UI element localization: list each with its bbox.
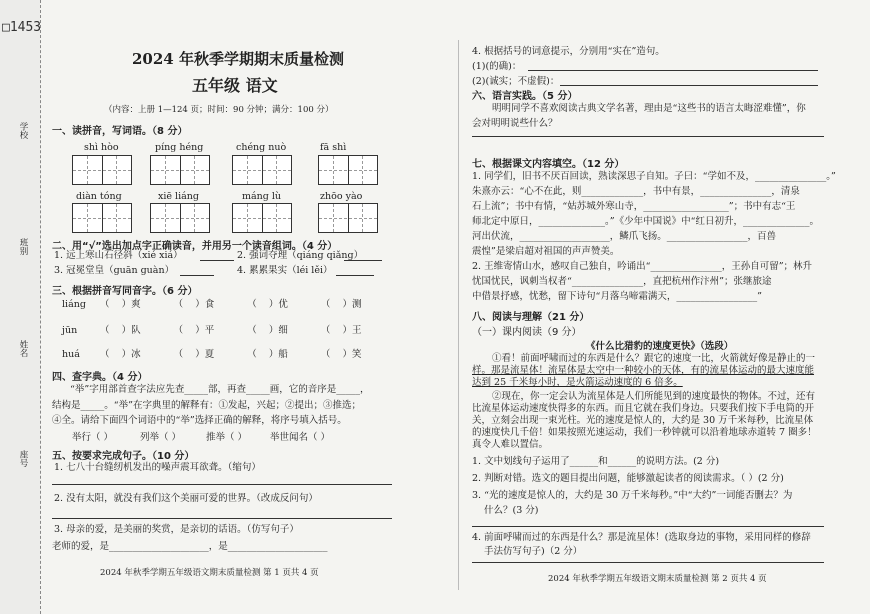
side-label-class: 班别: [18, 238, 28, 255]
sentence-task: 2. 没有太阳，就没有我们这个美丽可爱的世界。（改成反问句）: [54, 493, 318, 504]
homophone-row: （ ）冰 （ ）夏 （ ）船 （ ）笑: [100, 349, 362, 360]
reading-question: 2. 判断对错。选文的题目提出问题，能够激起读者的阅读需求。（ ）(2 分): [472, 473, 784, 484]
char-writing-box[interactable]: [232, 155, 292, 185]
page-divider: [458, 40, 459, 590]
exam-title: 2024 年秋季学期期末质量检测: [132, 50, 344, 68]
homophone-row: （ ）爽 （ ）食 （ ）优 （ ）测: [100, 299, 362, 310]
passage-line: 样。那是流星体！流星体是太空中一种较小的天体，有的流星体运动的最大速度能: [472, 365, 815, 376]
fill-in-text: 朱熹亦云：“心不在此，则_____________，书中有景，_______________，清泉: [472, 186, 800, 197]
pinyin: xiē liáng: [158, 191, 199, 202]
section-3-heading: 三、根据拼音写同音字。（6 分）: [52, 286, 198, 297]
dictionary-text: ④全。请给下面四个词语中的“举”选择正确的解释，将序号填入括号。: [52, 415, 347, 426]
passage-line: 达到 25 千米每小时，是火箭运动速度的 6 倍多。: [472, 377, 683, 388]
answer-line[interactable]: [52, 518, 392, 519]
char-writing-box[interactable]: [72, 155, 132, 185]
char-writing-box[interactable]: [72, 203, 132, 233]
answer-line[interactable]: [472, 526, 824, 527]
section-6-heading: 六、语言实践。（5 分）: [472, 91, 578, 102]
fill-in-text: 2. 王维寄情山水，感叹自己独自，吟诵出“_______________，王孙自可留”；林升: [472, 261, 813, 272]
sentence-task: (2)(诚实；不虚假)：: [472, 76, 560, 87]
homophone-pinyin: jūn: [62, 325, 78, 336]
answer-blank[interactable]: [200, 260, 234, 261]
char-writing-box[interactable]: [232, 203, 292, 233]
dictionary-word: 举世闻名（ ）: [270, 432, 331, 443]
passage-line: 的速度快几千倍！如果按照光速运动，我们一秒钟就可以沿着地球赤道转 7 圈多！: [472, 427, 817, 438]
answer-line[interactable]: [472, 136, 824, 137]
answer-blank[interactable]: [180, 275, 214, 276]
pinyin: zhōo yào: [320, 191, 363, 202]
side-label-name: 姓名: [18, 340, 28, 357]
sentence-task: 3. 母亲的爱，是美丽的奖赏，是亲切的话语。（仿写句子）: [54, 524, 299, 535]
sentence-task: 老师的爱，是_____________________，是_____________________: [52, 541, 328, 552]
section-1-heading: 一、读拼音，写词语。（8 分）: [52, 126, 188, 137]
binding-margin: [0, 0, 40, 614]
answer-line[interactable]: [560, 85, 818, 86]
answer-line[interactable]: [52, 484, 392, 485]
sentence-task: (1)(的确)：: [472, 61, 522, 72]
language-practice-text: 明明同学不喜欢阅读古典文学名著，理由是“这些书的语言太晦涩难懂”，你: [492, 103, 806, 114]
pinyin: fā shì: [320, 142, 347, 153]
dictionary-word: 举行（ ）: [72, 432, 114, 443]
fill-in-text: 石上流”；书中有情，“姑苏城外寒山寺，__________________”；书中有志“王: [472, 201, 796, 212]
char-writing-box[interactable]: [150, 203, 210, 233]
char-writing-box[interactable]: [318, 155, 378, 185]
reading-question: 3. “光的速度是惊人的，大约是 30 万千米每秒。”中“大约”一词能否删去？为: [472, 490, 793, 501]
section-4-heading: 四、查字典。（4 分）: [52, 372, 148, 383]
fill-in-text: 1. 同学们，旧书不厌百回读，熟读深思子自知。子曰：“学如不及，_______________。”: [472, 171, 836, 182]
passage-line: 关，立刻会出现一束光柱。光的速度是惊人的，大约是 30 万千米每秒，比流星体: [472, 415, 814, 426]
answer-blank[interactable]: [336, 275, 374, 276]
answer-line[interactable]: [472, 562, 824, 563]
section-7-heading: 七、根据课文内容填空。（12 分）: [472, 159, 625, 170]
pinyin: shì hòo: [84, 142, 119, 153]
corner-mark: □1453: [2, 20, 42, 35]
pinyin: diàn tóng: [76, 191, 122, 202]
reading-question: 4. 前面呼啸而过的东西是什么？那是流星体！(选取身边的事物，采用同样的修辞: [472, 532, 811, 543]
page-footer: 2024 年秋季学期五年级语文期末质量检测 第 1 页共 4 页: [100, 568, 319, 578]
fold-line: [40, 0, 41, 614]
fill-in-text: 忧国忧民，讽刺当权者“_______________，直把杭州作汴州”；张继旅途: [472, 276, 772, 287]
section-5-heading: 五、按要求完成句子。（10 分）: [52, 451, 195, 462]
pinyin: píng héng: [155, 142, 204, 153]
passage-line: 真令人难以置信。: [472, 439, 549, 450]
side-label-school: 学校: [18, 122, 28, 139]
section-2-heading: 二、用“√”选出加点字正确读音，并用另一个读音组词。（4 分）: [52, 241, 338, 252]
homophone-pinyin: liáng: [62, 299, 86, 310]
reading-question: 1. 文中划线句子运用了______和______的说明方法。(2 分): [472, 456, 720, 467]
reading-item: 4. 累累果实（léi lěi）: [237, 265, 333, 276]
pinyin: chéng nuò: [236, 142, 287, 153]
side-label-seat: 座号: [18, 450, 28, 467]
reading-item: 1. 远上寒山石径斜（xié xiá）: [54, 250, 183, 261]
passage-line: 比流星体运动速度快得多的东西。而且它就在我们身边。只要我们按下手电筒的开: [472, 403, 815, 414]
fill-in-text: 师北定中原日，______________。”《少年中国说》中“红日初升，______________。: [472, 216, 819, 227]
dictionary-word: 列举（ ）: [140, 432, 182, 443]
homophone-row: （ ）队 （ ）平 （ ）细 （ ）王: [100, 325, 362, 336]
fill-in-text: 河出伏流，___________________，鳞爪飞扬。_________________，百兽: [472, 231, 777, 242]
answer-line[interactable]: [528, 70, 818, 71]
dictionary-text: 结构是_____。“举”在字典里的解释有：①发起，兴起；②提出；③推选；: [52, 400, 361, 411]
dictionary-text: “举”字用部首查字法应先查_____部，再查_____画，它的音序是_____，: [70, 384, 370, 395]
reading-item: 2. 强词夺理（qiáng qiǎng）: [237, 250, 364, 261]
page-footer: 2024 年秋季学期五年级语文期末质量检测 第 2 页共 4 页: [548, 574, 767, 584]
char-writing-box[interactable]: [150, 155, 210, 185]
fill-in-text: 震惶”是梁启超对祖国的声声赞美。: [472, 246, 620, 257]
sentence-task: 1. 七八十台缝纫机发出的噪声震耳欲聋。（缩句）: [54, 462, 261, 473]
exam-meta: （内容：上册 1—124 页；时间：90 分钟；满分：100 分）: [104, 105, 334, 115]
reading-item: 3. 冠冕堂皇（guān guàn）: [54, 265, 175, 276]
homophone-pinyin: huá: [62, 349, 80, 360]
reading-subheading: （一）课内阅读（9 分）: [472, 327, 582, 338]
reading-question: 什么？(3 分): [484, 505, 539, 516]
passage-line: ①看！前面呼啸而过的东西是什么？跟它的速度一比，火箭就好像是静止的一: [492, 353, 816, 364]
section-8-heading: 八、阅读与理解（21 分）: [472, 312, 590, 323]
dictionary-word: 推举（ ）: [206, 432, 248, 443]
fill-in-text: 中借景抒感，忧愁，留下诗句“月落乌啼霜满天，_________________”: [472, 291, 762, 302]
char-writing-box[interactable]: [318, 203, 378, 233]
passage-title: 《什么比猎豹的速度更快》（选段）: [586, 341, 734, 352]
pinyin: máng lù: [242, 191, 282, 202]
sentence-task: 4. 根据括号的词意提示，分别用“实在”造句。: [472, 46, 665, 57]
reading-question: 手法仿写句子)（2 分）: [484, 546, 583, 557]
answer-blank[interactable]: [344, 260, 382, 261]
exam-subtitle: 五年级 语文: [192, 76, 278, 95]
passage-line: ②现在，你一定会认为流星体是人们所能见到的速度最快的物体。不过，还有: [492, 391, 816, 402]
language-practice-text: 会对明明说些什么？: [472, 118, 558, 129]
